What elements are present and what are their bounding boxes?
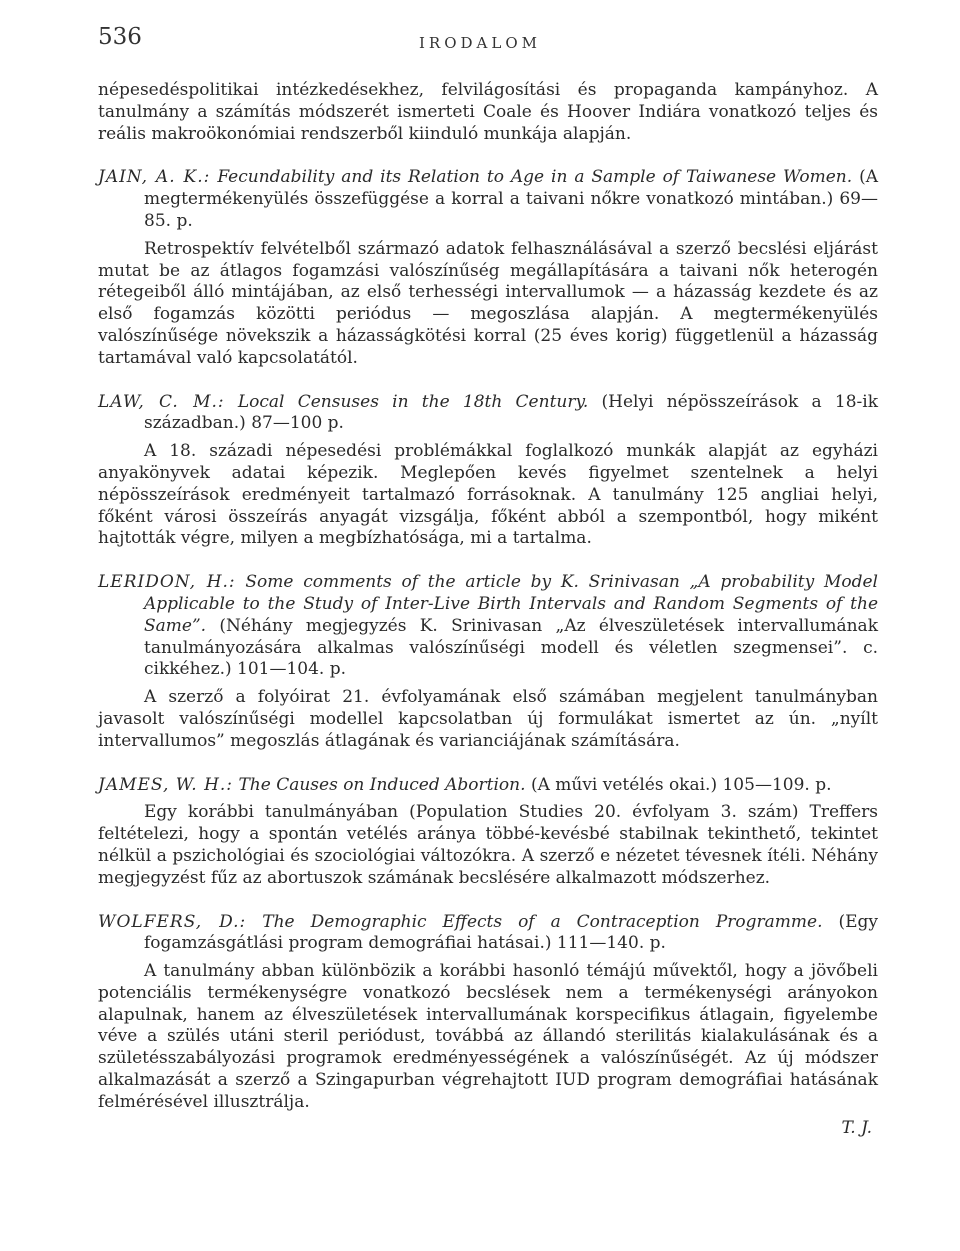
bibliography-entry	[98, 775, 878, 890]
citation	[98, 572, 878, 681]
entry-author: LAW, C. M.:	[98, 391, 225, 412]
entry-details: (A megtermékenyülés összefüggése a korral a taivani nőkre vonatkozó mintában.) 69—85. p.	[144, 167, 878, 231]
bibliography-entry	[98, 167, 878, 369]
entry-title: The Demographic Effects of a Contraception Programme.	[262, 911, 823, 932]
entry-abstract: Retrospektív felvételből származó adatok felhasználásával a szerző becslési eljárást mutat be az átlagos fogamzási valószínűség megállapítására a taivani nők heterogén rétegeiből álló mintájában, az első terhességi intervallumok — a házasság kezdete és az első fogamzás közötti periódus — megoszlása alapján. A megtermékenyülés valószínűsége növekszik a házasságkötési korral (25 éves korig) függetlenül a házasság tartamával való kapcsolatától.	[98, 238, 878, 368]
page-number: 536	[98, 24, 142, 50]
entry-abstract: A 18. századi népesedési problémákkal foglalkozó munkák alapját az egyházi anyakönyvek adatai képezik. Meglepően kevés figyelmet szentelnek a helyi népösszeírások eredményeit tartalmazó forrásoknak. A tanulmány 125 angliai helyi, főként városi összeírás anyagát vizsgálja, főként abból a szempontból, hogy miként hajtották végre, milyen a megbízhatósága, mi a tartalma.	[98, 441, 878, 549]
entry-author: JAIN, A. K.:	[98, 167, 211, 188]
entry-title: The Causes on Induced Abortion.	[238, 774, 526, 795]
citation	[98, 775, 878, 797]
entry-details: (Helyi népösszeírások a 18-ik században.) 87—100 p.	[144, 391, 879, 434]
bibliography-entry	[98, 912, 878, 1114]
entry-author: JAMES, W. H.:	[98, 774, 234, 795]
article-body	[98, 80, 878, 1139]
entry-title: Some comments of the article by K. Srinivasan „A probability Model Applicable to the Study of Inter-Live Birth Intervals and Random Segments of the Same”.	[144, 572, 878, 636]
entry-title: Local Censuses in the 18th Century.	[237, 391, 589, 412]
citation	[98, 167, 878, 232]
bibliography-entry	[98, 392, 878, 551]
bibliography-entry	[98, 572, 878, 752]
entry-details: (A művi vetélés okai.) 105—109. p.	[530, 774, 832, 795]
entry-author: LERIDON, H.:	[98, 572, 236, 593]
entry-author: WOLFERS, D.:	[98, 911, 247, 932]
intro-paragraph: népesedéspolitikai intézkedésekhez, felvilágosítási és propaganda kampányhoz. A tanulmány a számítás módszerét ismerteti Coale és Hoover Indiára vonatkozó teljes és reális makroökonómiai rendszerből kiinduló munkája alapján.	[98, 80, 878, 144]
entry-abstract: A tanulmány abban különbözik a korábbi hasonló témájú művektől, hogy a jövőbeli potenciális termékenységre vonatkozó becslések nem a termékenységi arányokon alapulnak, hanem az élveszületések intervallumának korspecifikus átlagain, figyelembe véve a szülés utáni steril periódust, továbbá az állandó sterilitás kialakulásának és a születésszabályozási programok eredményességének a valószínűségét. Az új módszer alkalmazását a szerző a Szingapurban végrehajtott IUD program demográfiai hatásának felmérésével illusztrálja.	[98, 961, 878, 1112]
author-initials: T. J.	[841, 1117, 872, 1138]
entry-title: Fecundability and its Relation to Age in a Sample of Taiwanese Women.	[217, 167, 853, 188]
entry-details: (Néhány megjegyzés K. Srinivasan „Az élveszületések intervallumának tanulmányozására alkalmas valószínűségi modell és véletlen szegmensei”. c. cikkéhez.) 101—104. p.	[144, 615, 878, 680]
entry-details: (Egy fogamzásgátlási program demográfiai hatásai.) 111—140. p.	[144, 911, 878, 954]
citation	[98, 392, 878, 436]
running-title: IRODALOM	[419, 34, 541, 52]
citation	[98, 912, 878, 956]
entry-abstract: A szerző a folyóirat 21. évfolyamának első számában megjelent tanulmányban javasolt valószínűségi modellel kapcsolatban új formulákat ismertet az ún. „nyílt intervallumos” megoszlás átlagának és varianciájának számítására.	[98, 687, 878, 751]
entry-abstract: Egy korábbi tanulmányában (Population Studies 20. évfolyam 3. szám) Treffers feltételezi, hogy a spontán vetélés aránya többé-kevésbé stabilnak tekinthető, tekintet nélkül a pszichológiai és szociológiai változókra. A szerző e nézetet tévesnek ítéli. Néhány megjegyzést fűz az abortuszok számának becslésére alkalmazott módszerhez.	[98, 802, 878, 888]
